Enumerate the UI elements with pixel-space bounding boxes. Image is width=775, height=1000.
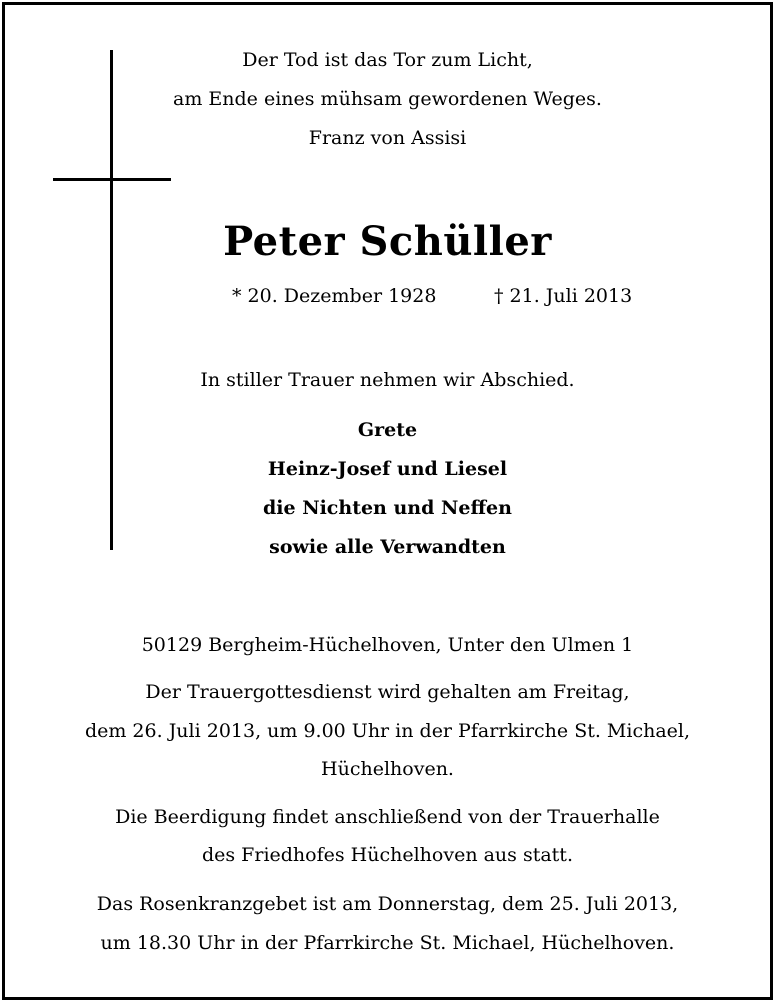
quote-line-2: am Ende eines mühsam gewordenen Weges. [173,88,602,110]
burial-line-1: Die Beerdigung findet anschließend von der Trauerhalle [115,806,660,828]
service-line-2: dem 26. Juli 2013, um 9.00 Uhr in der Pfarrkirche St. Michael, [84,720,691,742]
mourner-name: die Nichten und Neffen [263,497,512,519]
birth-date: * 20. Dezember 1928 [232,285,437,307]
death-date: † 21. Juli 2013 [494,285,633,307]
mourner-name: Grete [357,419,418,441]
deceased-name: Peter Schüller [223,218,552,265]
service-line-1: Der Trauergottesdienst wird gehalten am Freitag, [145,681,630,703]
address: 50129 Bergheim-Hüchelhoven, Unter den Ulmen 1 [141,634,634,656]
quote-author: Franz von Assisi [308,127,467,149]
rosary-line-2: um 18.30 Uhr in der Pfarrkirche St. Michael, Hüchelhoven. [100,932,675,954]
cross-horizontal-bar [53,178,171,181]
mourner-name: sowie alle Verwandten [269,536,506,558]
rosary-line-1: Das Rosenkranzgebet ist am Donnerstag, dem 25. Juli 2013, [96,893,679,915]
service-line-3: Hüchelhoven. [321,758,454,780]
mourner-name: Heinz-Josef und Liesel [267,458,508,480]
mourning-intro: In stiller Trauer nehmen wir Abschied. [200,369,575,391]
burial-line-2: des Friedhofes Hüchelhoven aus statt. [201,844,573,866]
quote-line-1: Der Tod ist das Tor zum Licht, [242,49,533,71]
